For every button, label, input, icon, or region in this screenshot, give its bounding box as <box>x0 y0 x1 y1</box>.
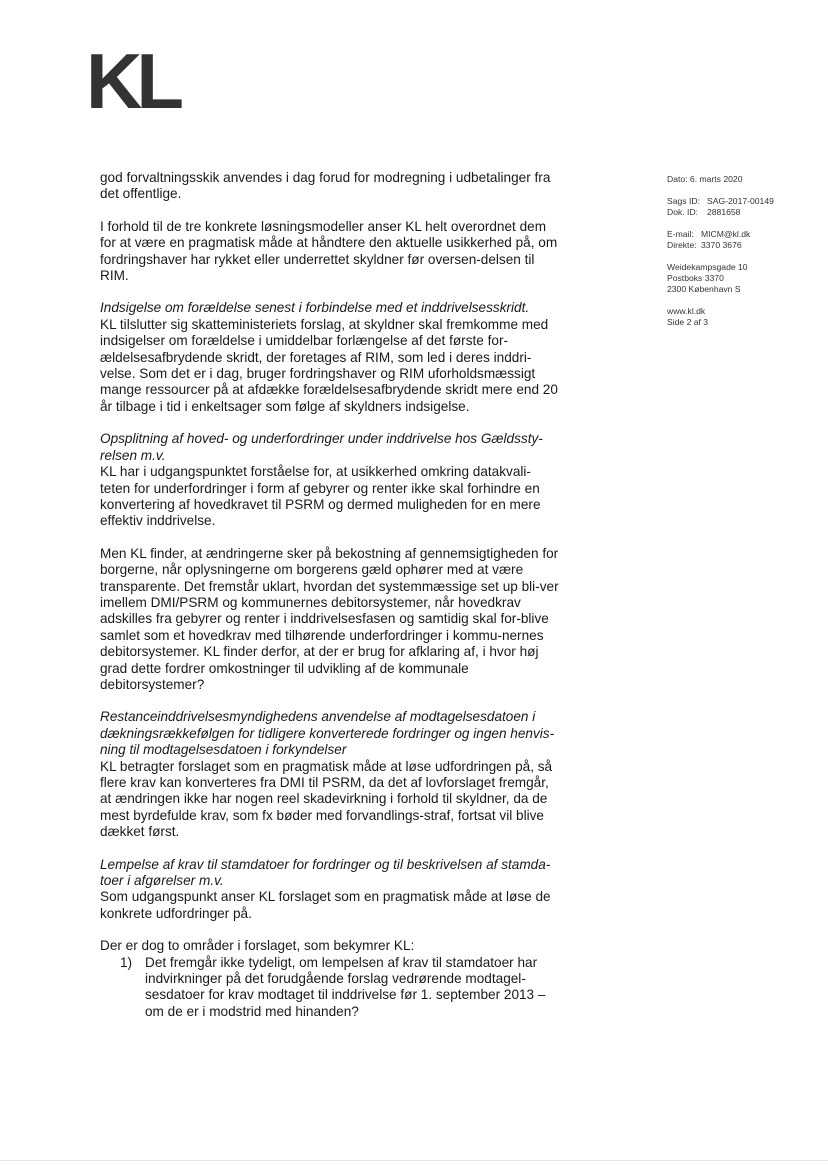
phone-row <box>667 240 817 251</box>
doc-id-value: 2881658 <box>707 207 741 217</box>
section-heading-split: Opsplitning af hoved- og underfordringer under inddrivelse hos Gældssty-relsen m.v. <box>100 431 543 463</box>
email-value: MICM@kl.dk <box>701 229 751 239</box>
case-id-row <box>667 196 817 207</box>
email-row <box>667 229 817 240</box>
contact-block <box>667 229 817 251</box>
section-master-dates <box>100 857 560 923</box>
address-block <box>667 262 817 295</box>
section-heading-receipt-date: Restanceinddrivelsesmyndighedens anvendelse af modtagelsesdatoen i dækningsrækkefølgen for tidligere konverterede fordringer og ingen henvis-ning til modtagelsesdatoen i forkyndelser <box>100 709 555 758</box>
section-text-split: KL har i udgangspunktet forståelse for, at usikkerhed omkring datakvali-teten for underfordringer i form af gebyrer og renter ikke skal forhindre en konvertering af hovedkravet til PSRM og dermed muligheden for en mere effektiv inddrivelse. <box>100 464 541 529</box>
date-text: Dato: 6. marts 2020 <box>667 174 743 184</box>
address-line-3: 2300 København S <box>667 284 741 294</box>
list-item-text: Det fremgår ikke tydeligt, om lempelsen af krav til stamdatoer har indvirkninger på det forudgående forslag vedrørende modtagel-sesdatoer for krav modtaget til inddrivelse før 1. september 2013 – om de er i modstrid med hinanden? <box>145 954 546 1019</box>
case-ids <box>667 196 817 218</box>
page-number: Side 2 af 3 <box>667 317 709 327</box>
case-id-value: SAG-2017-00149 <box>707 196 774 206</box>
paragraph-concerns: Der er dog to områder i forslaget, som bekymrer KL: <box>100 938 415 954</box>
phone-label: Direkte: <box>667 240 697 250</box>
list-item-number: 1) <box>120 954 133 970</box>
section-text-objection: KL tilslutter sig skatteministeriets forslag, at skyldner skal fremkomme med indsigelser om forældelse i umiddelbar forlængelse af det første for-ældelsesafbrydende skridt, der foretages af RIM, som led i deres inddri-velse. Som det er i dag, bruger fordringshaver og RIM uforholdsmæssigt mange ressourcer på at afdække forældelsesafbrydende skridt mere end 20 år tilbage i tid i enkeltsager som følge af skyldners indsigelse. <box>100 316 558 414</box>
section-objection <box>100 300 560 415</box>
section-text-receipt-date: KL betragter forslaget som en pragmatisk måde at løse udfordringen på, så flere krav kan konverteres fra DMI til PSRM, da det af lovforslaget fremgår, at ændringen ikke har nogen reel skadevirkning i forhold til skyldner, da de mest byrdefulde krav, som fx bøder med forvandlings-straf, fortsat vil blive dækket først. <box>100 758 553 840</box>
doc-id-row <box>667 207 817 218</box>
section-heading-master-dates: Lempelse af krav til stamdatoer for fordringer og til beskrivelsen af stamda-toer i afgørelser m.v. <box>100 856 551 889</box>
email-label: E-mail: <box>667 229 694 239</box>
sidebar-info <box>667 174 817 339</box>
website: www.kl.dk <box>667 306 706 316</box>
doc-id-label: Dok. ID: <box>667 207 699 217</box>
phone-value: 3370 3676 <box>701 240 742 250</box>
paragraph-intro: god forvaltningsskik anvendes i dag forud for modregning i udbetalinger fra det offentlige. <box>100 170 551 202</box>
paragraph-solution-models: I forhold til de tre konkrete løsningsmodeller anser KL helt overordnet dem for at være en pragmatisk måde at håndtere den aktuelle usikkerhed på, om fordringshaver har rykket eller underrettet skyldner før oversen-delsen til RIM. <box>100 218 558 284</box>
web-block <box>667 306 817 328</box>
section-split <box>100 431 560 529</box>
section-receipt-date <box>100 709 560 840</box>
kl-logo: KL <box>86 37 178 125</box>
letter-body <box>100 170 560 1020</box>
date-block <box>667 174 817 185</box>
address-line-2: Postboks 3370 <box>667 273 724 283</box>
case-id-label: Sags ID: <box>667 196 700 206</box>
concerns-list <box>100 955 560 1021</box>
page-bottom-divider <box>0 1160 828 1161</box>
list-item <box>100 955 560 1021</box>
section-text-master-dates: Som udgangspunkt anser KL forslaget som en pragmatisk måde at løse de konkrete udfordringer på. <box>100 889 551 921</box>
section-heading-objection: Indsigelse om forældelse senest i forbindelse med et inddrivelsesskridt. <box>100 300 530 316</box>
address-line-1: Weidekampsgade 10 <box>667 262 748 272</box>
paragraph-transparency: Men KL finder, at ændringerne sker på bekostning af gennemsigtigheden for borgerne, når oplysningerne om borgerens gæld ophører med at være transparente. Det fremstår uklart, hvordan det systemmæssige set up bli-ver imellem DMI/PSRM og kommunernes debitorsystemer, når hovedkrav adskilles fra gebyrer og renter i inddrivelsesfasen og samtidig skal for-blive samlet som et hovedkrav med tilhørende underfordringer i kommu-nernes debitorsystemer. KL finder derfor, at der er brug for afklaring af, i hvor høj grad dette fordrer omkostninger til udvikling af de kommunale debitorsystemer? <box>100 545 559 692</box>
